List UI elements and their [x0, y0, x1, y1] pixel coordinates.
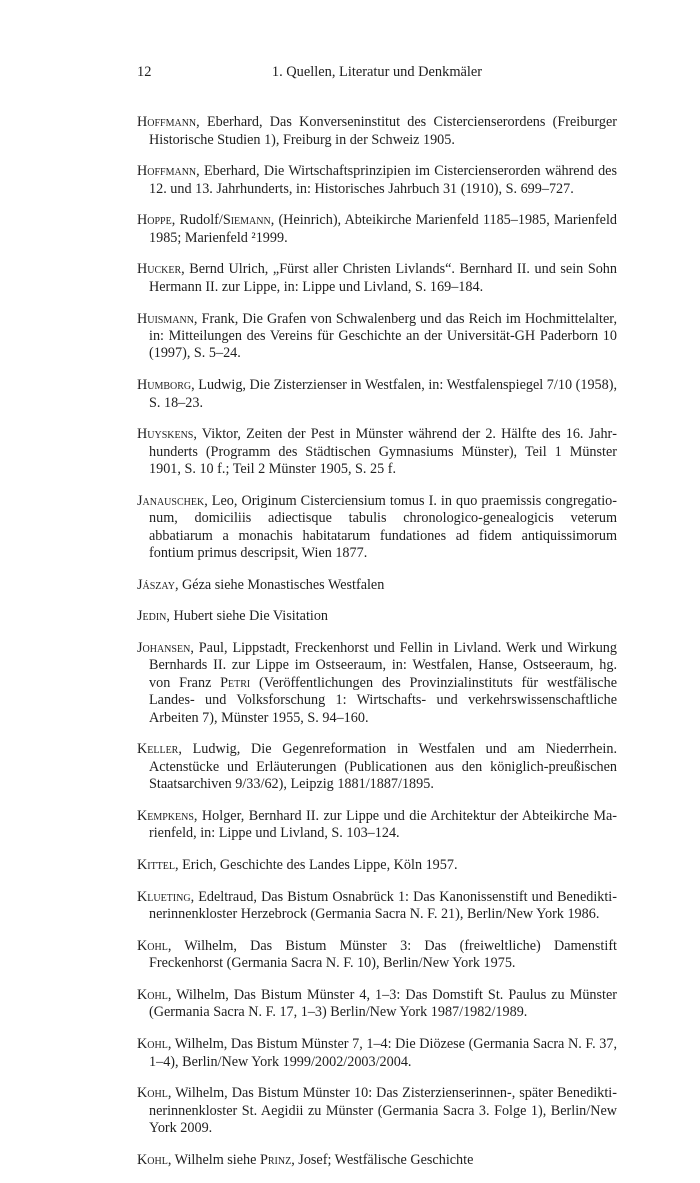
bibliography-entry — [137, 163, 617, 198]
entry-author: Huismann — [137, 310, 194, 327]
page-number: 12 — [137, 64, 152, 80]
bibliography-entry — [137, 987, 617, 1022]
entry-coauthor: Siemann — [222, 212, 271, 229]
entry-text-cont: , Josef; Westfälische Geschichte — [291, 1151, 474, 1168]
entry-text: , Ludwig, Die Gegenreformation in Westfalen und am Niederrhein. Actenstücke und Erläuterungen (Publicationen aus den königlich-preußischen Staatsarchiven 9/33/62), Leipzig 1881/1887/1895. — [149, 741, 617, 793]
entry-text: , Rudolf/ — [171, 212, 223, 229]
running-head: 1. Quellen, Literatur und Denkmäler — [271, 64, 483, 80]
bibliography-entry — [137, 377, 617, 412]
entry-author: Kempkens — [137, 808, 194, 825]
entry-author: Kohl — [137, 986, 168, 1003]
bibliography-entry — [137, 311, 617, 363]
entry-author: Jedin — [137, 608, 167, 625]
entry-text: , Edeltraud, Das Bistum Osnabrück 1: Das Kanonissenstift und Benediktinerinnenkloster Herzebrock (Germania Sacra N. F. 21), Berlin/New York 1986. — [149, 888, 617, 923]
entry-text: , Géza siehe Monastisches Westfalen — [174, 576, 385, 593]
bibliography-entry — [137, 857, 617, 874]
entry-text: , Wilhelm, Das Bistum Münster 4, 1–3: Das Domstift St. Paulus zu Münster (Germania Sacra N. F. 17, 1–3) Berlin/New York 1987/1982/1989. — [149, 986, 617, 1021]
entry-cross-ref-author: Prinz — [259, 1151, 292, 1168]
entry-text-cont: , (Heinrich), Abteikirche Marienfeld 1185–1985, Marienfeld 1985; Marienfeld ²1999. — [149, 212, 617, 246]
entry-author: Hoppe — [137, 212, 172, 229]
bibliography-entry — [137, 212, 617, 247]
entry-author: Kohl — [137, 1085, 168, 1102]
entry-text: , Ludwig, Die Zisterzienser in Westfalen, in: Westfalenspiegel 7/10 (1958), S. 18–23. — [149, 377, 617, 411]
bibliography-entry — [137, 1152, 617, 1169]
entry-text-cont: (Veröffentlichungen des Provinzialinstituts für westfälische Landes- und Volksforschung 1: Wirtschafts- und verkehrswissenschaftliche Arbeiten 7), Münster 1955, S. 94–160. — [149, 674, 617, 726]
entry-author: Johansen — [137, 640, 191, 657]
bibliography-entry — [137, 261, 617, 296]
entry-author: Klueting — [137, 888, 191, 905]
entry-author: Janauschek — [137, 492, 205, 509]
entry-text: , Paul, Lippstadt, Freckenhorst und Fellin in Livland. Werk und Wirkung Bernhards II. zur Lippe im Ostseeraum, in: Westfalen, Hanse, Ostseeraum, hg. von Franz — [149, 640, 617, 691]
entry-text: , Bernd Ulrich, „Fürst aller Christen Livlands“. Bernhard II. und sein Sohn Hermann II. zur Lippe, in: Lippe und Livland, S. 169–184. — [149, 261, 617, 295]
bibliography-entry — [137, 640, 617, 727]
entry-author: Hucker — [137, 261, 182, 278]
entry-author: Kohl — [137, 1036, 168, 1053]
page-header — [137, 64, 617, 84]
entry-text: , Wilhelm, Das Bistum Münster 3: Das (freiweltliche) Damenstift Freckenhorst (Germania Sacra N. F. 10), Berlin/New York 1975. — [149, 937, 617, 972]
entry-author: Keller — [137, 741, 179, 758]
entry-editor: Petri — [220, 674, 251, 691]
bibliography-entry — [137, 741, 617, 793]
bibliography-entry — [137, 577, 617, 594]
entry-author: Jászay — [137, 576, 175, 593]
entry-text: , Hubert siehe Die Visitation — [166, 608, 329, 625]
bibliography-entry — [137, 426, 617, 478]
entry-author: Hoffmann — [137, 163, 197, 180]
entry-text: , Wilhelm siehe — [167, 1151, 260, 1168]
entry-text: , Wilhelm, Das Bistum Münster 10: Das Zisterzienserinnen-, später Benediktinerinnenkloster St. Aegidii zu Münster (Germania Sacra 3. Folge 1), Berlin/New York 2009. — [149, 1085, 617, 1137]
bibliography-list — [137, 100, 617, 1183]
entry-author: Hoffmann — [137, 114, 197, 131]
entry-author: Kittel — [137, 857, 176, 874]
entry-author: Huyskens — [137, 426, 194, 443]
bibliography-entry — [137, 114, 617, 149]
entry-author: Kohl — [137, 937, 168, 954]
bibliography-entry — [137, 889, 617, 924]
bibliography-entry — [137, 608, 617, 625]
entry-text: , Frank, Die Grafen von Schwalenberg und das Reich im Hochmittelalter, in: Mitteilungen des Vereins für Geschichte an der Universität-GH Paderborn 10 (1997), S. 5–24. — [149, 310, 617, 362]
entry-text: , Viktor, Zeiten der Pest in Münster während der 2. Hälfte des 16. Jahrhunderts (Programm des Städtischen Gymnasiums Münster), Teil 1 Münster 1901, S. 10 f.; Teil 2 Münster 1905, S. 25 f. — [149, 426, 617, 478]
bibliography-entry — [137, 808, 617, 843]
bibliography-entry — [137, 1085, 617, 1137]
entry-text: , Eberhard, Die Wirtschaftsprinzipien im Cistercienserorden während des 12. und 13. Jahrhunderts, in: Historisches Jahrbuch 31 (1910), S. 699–727. — [149, 163, 617, 197]
entry-author: Kohl — [137, 1151, 168, 1168]
bibliography-entry — [137, 1036, 617, 1071]
bibliography-entry — [137, 493, 617, 563]
entry-text: , Holger, Bernhard II. zur Lippe und die Architektur der Abteikirche Marienfeld, in: Lippe und Livland, S. 103–124. — [149, 808, 617, 842]
entry-author: Humborg — [137, 377, 192, 394]
entry-text: , Eberhard, Das Konverseninstitut des Cistercienserordens (Freiburger Historische Studien 1), Freiburg in der Schweiz 1905. — [149, 114, 617, 148]
bibliography-entry — [137, 938, 617, 973]
entry-text: , Wilhelm, Das Bistum Münster 7, 1–4: Die Diözese (Germania Sacra N. F. 37, 1–4), Berlin/New York 1999/2002/2003/2004. — [149, 1036, 617, 1070]
entry-text: , Erich, Geschichte des Landes Lippe, Köln 1957. — [175, 857, 458, 874]
entry-text: , Leo, Originum Cisterciensium tomus I. in quo praemissis congregationum, domiciliis adiectisque tabulis chronologico-genealogicis veterum abbatiarum a monachis habitatarum fundationes ad fidem antiquissimorum fontium primus descripsit, Wien 1877. — [149, 492, 617, 562]
